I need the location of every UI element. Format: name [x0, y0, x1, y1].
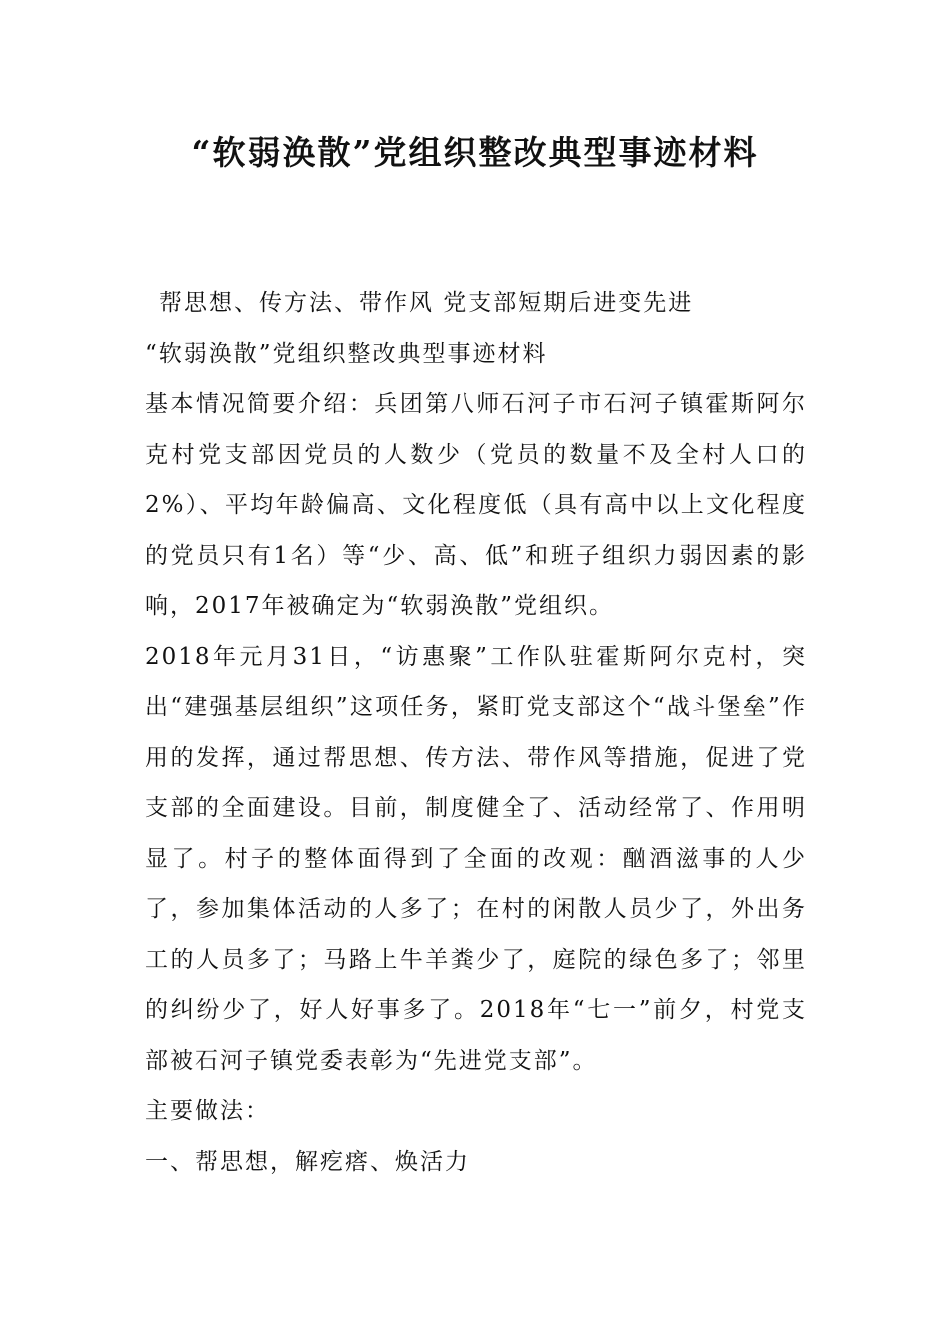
subheading-paragraph: “软弱涣散”党组织整改典型事迹材料 — [145, 340, 548, 367]
progress-paragraph: 2018年元月31日，“访惠聚”工作队驻霍斯阿尔克村，突出“建强基层组织”这项任务，紧盯党支部这个“战斗堡垒”作用的发挥，通过帮思想、传方法、带作风等措施，促进了党支部的全面建设。目前，制度健全了、活动经常了、作用明显了。村子的整体面得到了全面的改观：酗酒滋事的人少了，参加集体活动的人多了；在村的闲散人员少了，外出务工的人员多了；马路上牛羊粪少了，庭院的绿色多了；邻里的纠纷少了，好人好事多了。2018年“七一”前夕，村党支部被石河子镇党委表彰为“先进党支部”。 — [145, 643, 807, 1074]
subtitle-paragraph: 帮思想、传方法、带作风 党支部短期后进变先进 — [159, 290, 694, 316]
section-one-heading: 一、帮思想，解疙瘩、焕活力 — [145, 1148, 470, 1175]
basic-info-paragraph: 基本情况简要介绍：兵团第八师石河子市石河子镇霍斯阿尔克村党支部因党员的人数少（党员的数量不及全村人口的2%）、平均年龄偏高、文化程度低（具有高中以上文化程度的党员只有1名）等“少、高、低”和班子组织力弱因素的影响，2017年被确定为“软弱涣散”党组织。 — [145, 391, 807, 619]
document-body — [145, 278, 807, 1187]
main-methods-heading: 主要做法： — [145, 1098, 270, 1124]
document-title: “软弱涣散”党组织整改典型事迹材料 — [191, 133, 759, 172]
